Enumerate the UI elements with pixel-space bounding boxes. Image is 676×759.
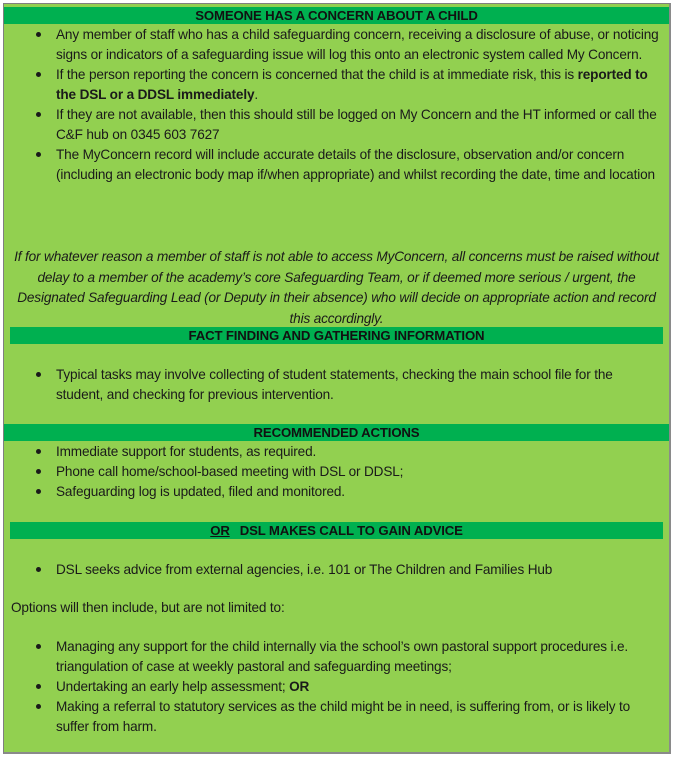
list-item: If the person reporting the concern is concerned that the child is at immediate risk, this is reported to the DSL or a DDSL immediately.: [4, 65, 669, 105]
safeguarding-flow-document: [3, 3, 671, 754]
list-item: Phone call home/school-based meeting with DSL or DDSL;: [4, 462, 669, 482]
list-item: Safeguarding log is updated, filed and monitored.: [4, 482, 669, 502]
list-item: DSL seeks advice from external agencies, i.e. 101 or The Children and Families Hub: [4, 560, 669, 580]
list-item: Making a referral to statutory services as the child might be in need, is suffering from, or is likely to suffer from harm.: [4, 697, 669, 737]
emphasis-text: reported to the DSL or a DDSL immediately: [56, 67, 648, 102]
options-intro: Options will then include, but are not limited to:: [11, 600, 285, 615]
heading-dsl-advice: OR DSL MAKES CALL TO GAIN ADVICE: [10, 522, 663, 539]
options-list: [4, 637, 669, 737]
list-item: The MyConcern record will include accurate details of the disclosure, observation and/or concern (including an electronic body map if/when appropriate) and whilst recording the date, time and location: [4, 145, 669, 185]
list-item: Any member of staff who has a child safeguarding concern, receiving a disclosure of abuse, or noticing signs or indicators of a safeguarding issue will log this onto an electronic system called My Concern.: [4, 25, 669, 65]
myconcern-fallback-note: If for whatever reason a member of staff is not able to access MyConcern, all concerns must be raised without delay to a member of the academy’s core Safeguarding Team, or if deemed more serious / urgent, the Designated Safeguarding Lead (or Deputy in their absence) who will decide on appropriate action and record this accordingly.: [14, 249, 659, 326]
fact-finding-bullet-list: [4, 365, 669, 405]
list-item: Managing any support for the child internally via the school’s own pastoral support procedures i.e. triangulation of case at weekly pastoral and safeguarding meetings;: [4, 637, 669, 677]
list-item: Immediate support for students, as required.: [4, 442, 669, 462]
list-item: Undertaking an early help assessment; OR: [4, 677, 669, 697]
heading-concern: SOMEONE HAS A CONCERN ABOUT A CHILD: [4, 7, 669, 24]
recommended-actions-list: [4, 442, 669, 502]
heading-recommended-actions: RECOMMENDED ACTIONS: [4, 424, 669, 441]
emphasis-text: OR: [289, 679, 310, 694]
list-item: If they are not available, then this should still be logged on My Concern and the HT informed or call the C&F hub on 0345 603 7627: [4, 105, 669, 145]
heading-fact-finding: FACT FINDING AND GATHERING INFORMATION: [10, 327, 663, 344]
list-item: Typical tasks may involve collecting of student statements, checking the main school file for the student, and checking for previous intervention.: [4, 365, 669, 405]
dsl-advice-list: [4, 560, 669, 580]
or-prefix: OR: [210, 523, 230, 538]
concern-bullet-list: [4, 25, 669, 185]
